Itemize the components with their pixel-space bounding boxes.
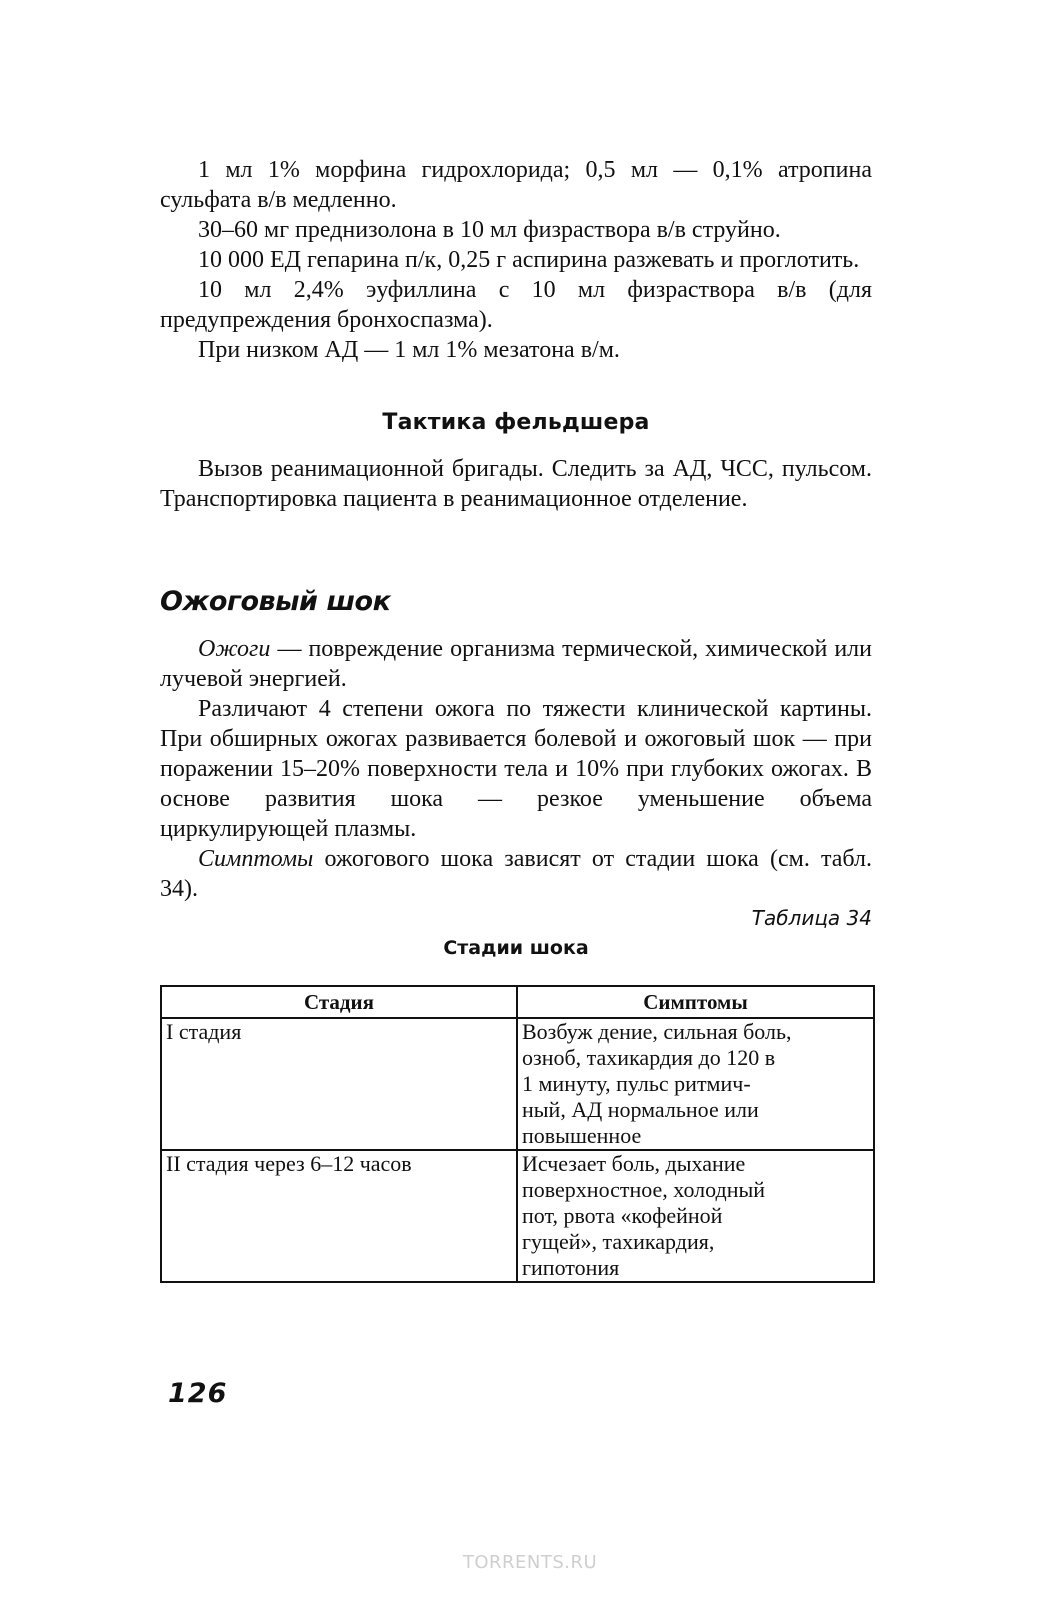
- tactics-text: Вызов реанимационной бригады. Следить за АД, ЧСС, пульсом. Транспортировка пациента в реанимационное отделение.: [160, 456, 872, 512]
- tactics-text-block: [160, 454, 872, 514]
- table-ref-block: [160, 906, 872, 930]
- paragraph: 10 мл 2,4% эуфиллина с 10 мл физраствора в/в (для предупреждения бронхоспазма).: [160, 277, 872, 333]
- definition-paragraph: [160, 634, 872, 694]
- table-title: Стадии шока: [443, 937, 589, 959]
- symptoms-line: повышенное: [522, 1123, 642, 1148]
- symptoms-text: ожогового шока зависят от стадии шока (см. табл. 34).: [160, 846, 872, 902]
- symptoms-line: ный, АД нормальное или: [522, 1097, 759, 1122]
- degrees-paragraph: Различают 4 степени ожога по тяжести клинической картины. При обширных ожогах развивается болевой и ожоговый шок — при поражении 15–20% поверхности тела и 10% при глубоких ожогах. В основе развития шока — резкое уменьшение объема циркулирующей плазмы.: [160, 696, 872, 842]
- symptoms-paragraph: [160, 844, 872, 904]
- table-ref: Таблица 34: [751, 906, 872, 930]
- symptoms-cell: [517, 1018, 874, 1150]
- symptoms-line: гущей», тахикардия,: [522, 1229, 715, 1254]
- tactics-heading: Тактика фельдшера: [382, 410, 650, 435]
- symptoms-line: гипотония: [522, 1255, 620, 1280]
- top-prescriptions: [160, 155, 872, 365]
- symptoms-term: Симптомы: [198, 846, 314, 872]
- table-row: [161, 1150, 874, 1282]
- page-number: 126: [168, 1378, 228, 1409]
- section-body: [160, 634, 872, 904]
- stage-cell: I стадия: [161, 1018, 517, 1150]
- symptoms-cell: [517, 1150, 874, 1282]
- table-row: [161, 1018, 874, 1150]
- paragraph: 10 000 ЕД гепарина п/к, 0,25 г аспирина разжевать и проглотить.: [198, 247, 860, 273]
- section-title: Ожоговый шок: [160, 586, 391, 617]
- paragraph: 30–60 мг преднизолона в 10 мл физраствора в/в струйно.: [198, 217, 781, 243]
- definition-text: — повреждение организма термической, химической или лучевой энергией.: [160, 636, 872, 692]
- table-title-block: [160, 937, 872, 959]
- column-header-symptoms: Симптомы: [517, 986, 874, 1018]
- watermark-text: TORRENTS.RU: [462, 1552, 598, 1573]
- symptoms-line: озноб, тахикардия до 120 в: [522, 1045, 776, 1070]
- symptoms-line: 1 минуту, пульс ритмич-: [522, 1071, 751, 1096]
- definition-term: Ожоги: [198, 636, 271, 662]
- section-header: [160, 586, 872, 617]
- stages-table: [160, 985, 875, 1283]
- paragraph: При низком АД — 1 мл 1% мезатона в/м.: [198, 337, 620, 363]
- table-header-row: [161, 986, 874, 1018]
- symptoms-line: Возбуж дение, сильная боль,: [522, 1019, 792, 1044]
- symptoms-line: поверхностное, холодный: [522, 1177, 766, 1202]
- symptoms-line: пот, рвота «кофейной: [522, 1203, 723, 1228]
- paragraph: 1 мл 1% морфина гидрохлорида; 0,5 мл — 0,1% атропина сульфата в/в медленно.: [160, 157, 872, 213]
- symptoms-line: Исчезает боль, дыхание: [522, 1151, 746, 1176]
- column-header-stage: Стадия: [161, 986, 517, 1018]
- stage-cell: II стадия через 6–12 часов: [161, 1150, 517, 1282]
- tactics-block: [160, 410, 872, 435]
